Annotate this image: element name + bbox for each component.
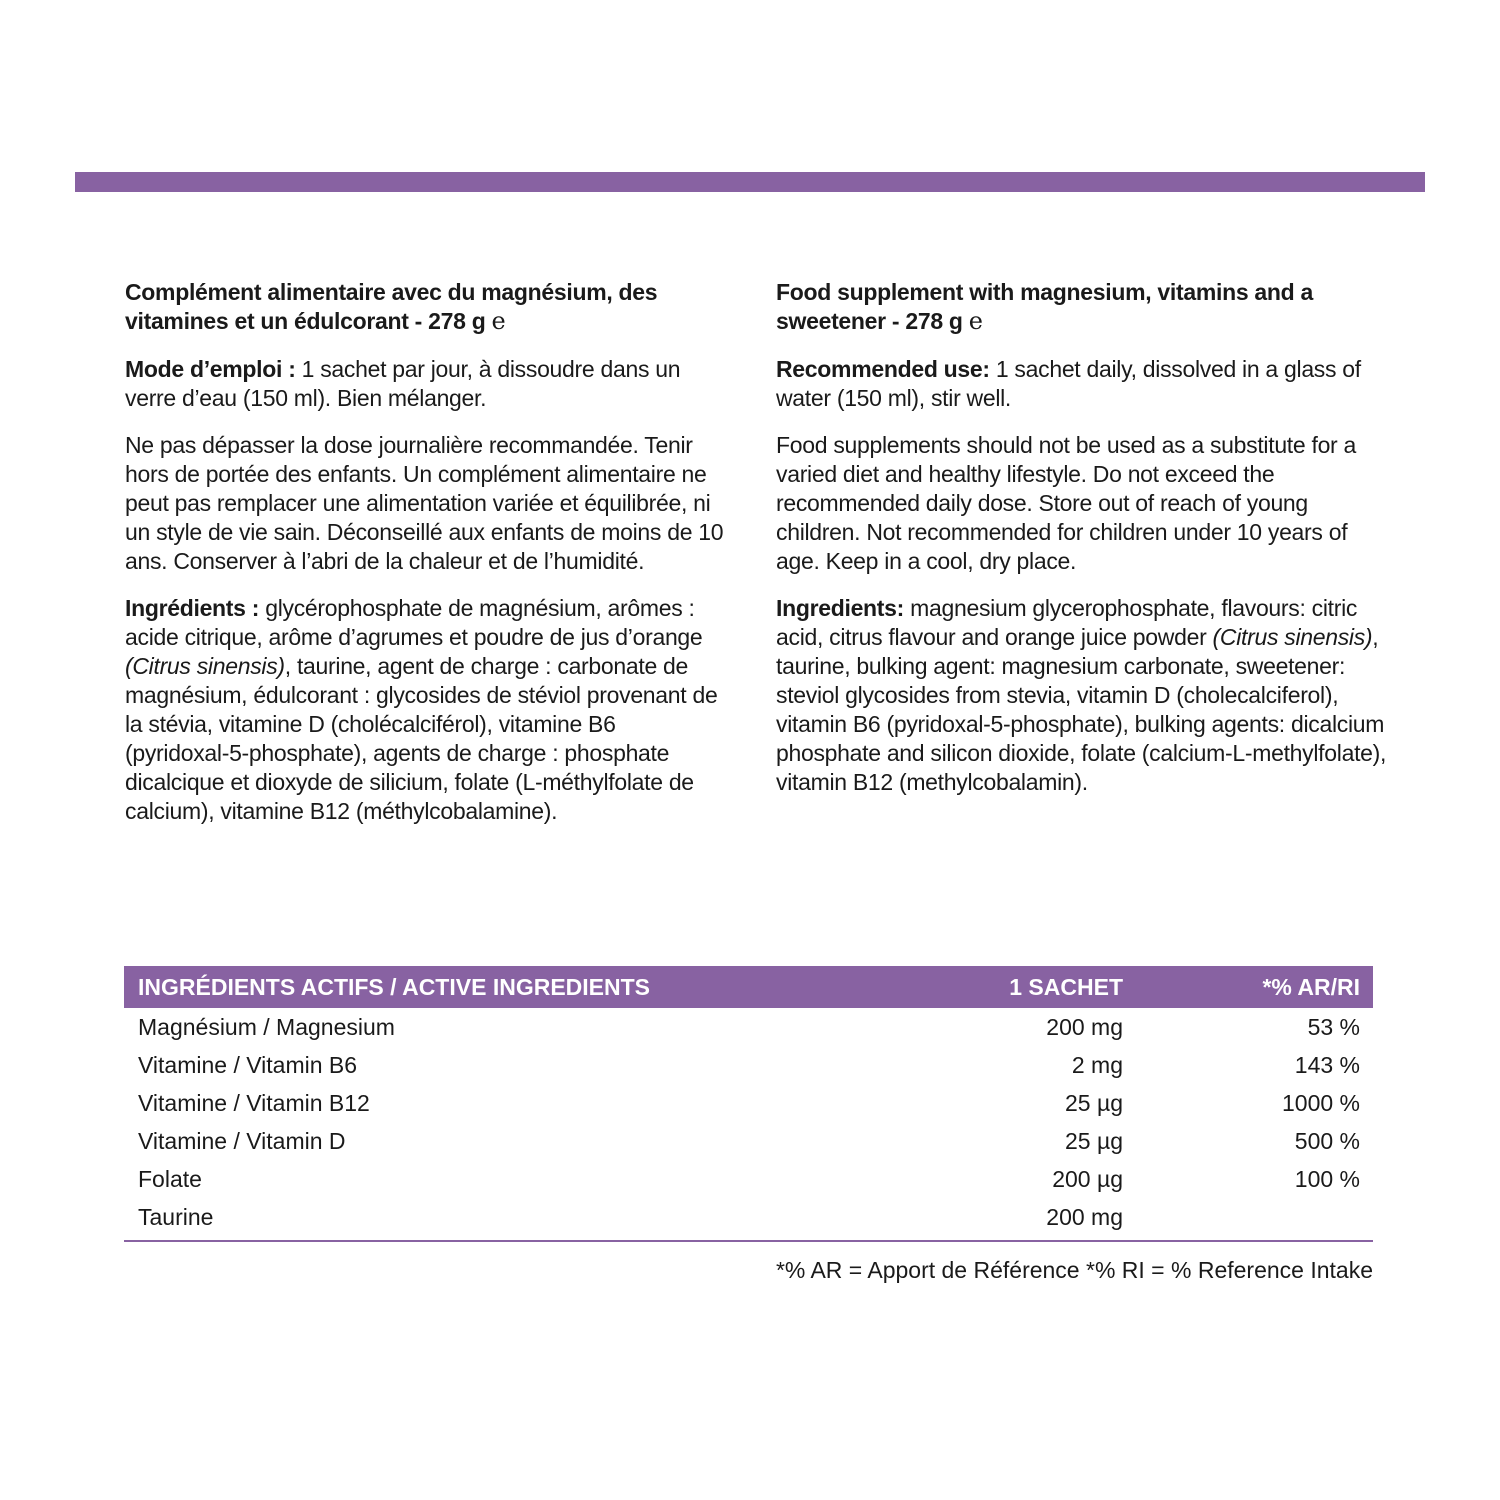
table-bottom-divider bbox=[124, 1240, 1373, 1242]
ingredient-dose: 200 µg bbox=[1052, 1166, 1123, 1192]
ingredient-name: Vitamine / Vitamin B12 bbox=[138, 1090, 370, 1116]
french-column bbox=[125, 278, 725, 844]
ingredient-ri: 143 % bbox=[1294, 1052, 1360, 1078]
table-row bbox=[124, 1084, 1373, 1122]
table-row bbox=[124, 1008, 1373, 1046]
ingredient-ri: 53 % bbox=[1307, 1014, 1360, 1040]
table-row bbox=[124, 1160, 1373, 1198]
ingredient-dose: 25 µg bbox=[1064, 1128, 1123, 1154]
table-row bbox=[124, 1198, 1373, 1236]
ingredient-name: Vitamine / Vitamin D bbox=[138, 1128, 346, 1154]
ingredient-ri: 1000 % bbox=[1281, 1090, 1360, 1116]
english-column bbox=[776, 278, 1396, 815]
english-title: Food supplement with magnesium, vitamins and a sweetener - 278 g e bbox=[776, 279, 1313, 335]
ingredient-ri: 500 % bbox=[1294, 1128, 1360, 1154]
ingredient-name: Taurine bbox=[138, 1204, 214, 1230]
table-header bbox=[124, 966, 1373, 1008]
header-accent-bar bbox=[75, 172, 1425, 192]
estimated-sign: e bbox=[968, 307, 983, 335]
french-title: Complément alimentaire avec du magnésium, des vitamines et un édulcorant - 278 g e bbox=[125, 279, 658, 335]
estimated-sign: e bbox=[491, 307, 506, 335]
english-warnings: Food supplements should not be used as a substitute for a varied diet and healthy lifestyle. Do not exceed the recommended daily dose. Store out of reach of young children. Not recommended for children under 10 years of age. Keep in a cool, dry place. bbox=[776, 432, 1357, 574]
header-ri: *% AR/RI bbox=[1262, 974, 1360, 1000]
french-warnings: Ne pas dépasser la dose journalière recommandée. Tenir hors de portée des enfants. Un complément alimentaire ne peut pas remplacer une alimentation variée et équilibrée, ni un style de vie sain. Déconseillé aux enfants de moins de 10 ans. Conserver à l’abri de la chaleur et de l’humidité. bbox=[125, 432, 724, 574]
ingredient-dose: 2 mg bbox=[1071, 1052, 1123, 1078]
french-ingredients: Ingrédients : glycérophosphate de magnésium, arômes : acide citrique, arôme d’agrumes et poudre de jus d’orange (Citrus sinensis), taurine, agent de charge : carbonate de magnésium, édulcorant : glycosides de stéviol provenant de la stévia, vitamine D (cholécalciférol), vitamine B6 (pyridoxal-5-phosphate), agents de charge : phosphate dicalcique et dioxyde de silicium, folate (L-méthylfolate de calcium), vitamine B12 (méthylcobalamine). bbox=[125, 595, 718, 824]
ingredient-dose: 25 µg bbox=[1064, 1090, 1123, 1116]
french-usage: Mode d’emploi : 1 sachet par jour, à dissoudre dans un verre d’eau (150 ml). Bien mélanger. bbox=[125, 356, 681, 411]
active-ingredients-table bbox=[124, 966, 1373, 1242]
ingredient-dose: 200 mg bbox=[1046, 1014, 1123, 1040]
ingredient-name: Magnésium / Magnesium bbox=[138, 1014, 395, 1040]
ingredient-dose: 200 mg bbox=[1046, 1204, 1123, 1230]
header-ingredient: INGRÉDIENTS ACTIFS / ACTIVE INGREDIENTS bbox=[138, 974, 650, 1000]
header-dose: 1 SACHET bbox=[1009, 974, 1123, 1000]
english-ingredients: Ingredients: magnesium glycerophosphate, flavours: citric acid, citrus flavour and orange juice powder (Citrus sinensis), taurine, bulking agent: magnesium carbonate, sweetener: steviol glycosides from stevia, vitamin D (cholecalciferol), vitamin B6 (pyridoxal-5-phosphate), bulking agents: dicalcium phosphate and silicon dioxide, folate (calcium-L-methylfolate), vitamin B12 (methylcobalamin). bbox=[776, 595, 1387, 795]
ingredient-name: Vitamine / Vitamin B6 bbox=[138, 1052, 358, 1078]
ingredient-ri: 100 % bbox=[1294, 1166, 1360, 1192]
ingredient-name: Folate bbox=[138, 1166, 202, 1192]
english-usage: Recommended use: 1 sachet daily, dissolved in a glass of water (150 ml), stir well. bbox=[776, 356, 1361, 411]
table-row bbox=[124, 1046, 1373, 1084]
reference-intake-footnote: *% AR = Apport de Référence *% RI = % Reference Intake bbox=[775, 1257, 1373, 1283]
table-row bbox=[124, 1122, 1373, 1160]
